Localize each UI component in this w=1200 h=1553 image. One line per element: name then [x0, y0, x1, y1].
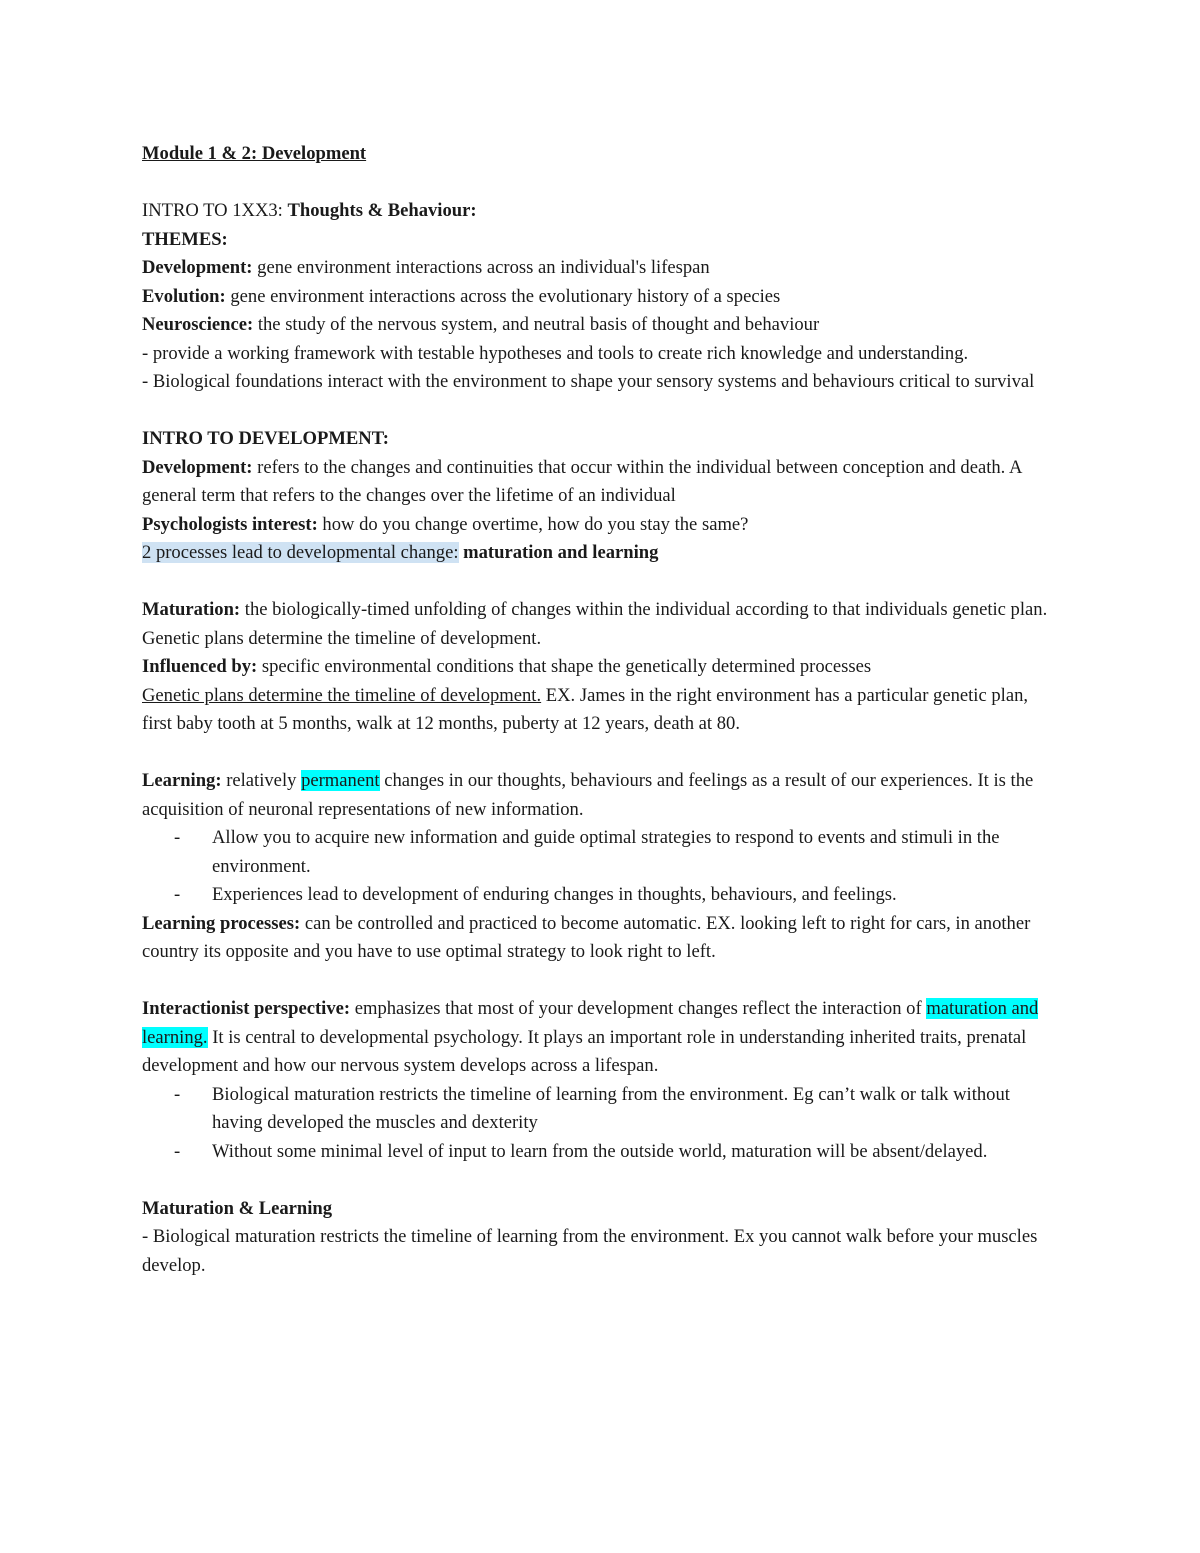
interactionist-definition: Interactionist perspective: emphasizes that most of your development changes reflect the interaction of maturation and learning. It is central to developmental psychology. It plays an important role in understanding inherited traits, prenatal development and how our nervous system develops across a lifespan. [142, 998, 1039, 1076]
themes-point-2: - Biological foundations interact with the environment to shape your sensory systems and behaviours critical to survival [142, 371, 1035, 392]
page-title: Module 1 & 2: Development [142, 143, 367, 164]
theme-evolution: Evolution: gene environment interactions across the evolutionary history of a species [142, 285, 781, 307]
maturation-example: Genetic plans determine the timeline of development. EX. James in the right environment has a particular genetic plan, first baby tooth at 5 months, walk at 12 months, puberty at 12 years, death at 80. [142, 684, 1029, 734]
themes-heading: THEMES: [142, 228, 228, 250]
interactionist-bullets [142, 1081, 1062, 1167]
learning-processes: Learning processes: can be controlled and practiced to become automatic. EX. looking left to right for cars, in another country its opposite and you have to use optimal strategy to look right to left. [142, 912, 1031, 962]
list-item: - Biological maturation restricts the timeline of learning from the environment. Eg can’t walk or talk without having developed the muscles and dexterity [142, 1081, 1062, 1138]
theme-development: Development: gene environment interactions across an individual's lifespan [142, 257, 710, 278]
intro-dev-heading: INTRO TO DEVELOPMENT: [142, 428, 389, 449]
intro-line: INTRO TO 1XX3: Thoughts & Behaviour: [142, 200, 477, 221]
maturation-definition: Maturation: the biologically-timed unfolding of changes within the individual according to that individuals genetic plan. Genetic plans determine the timeline of development. [142, 599, 1048, 649]
psych-interest: Psychologists interest: how do you change overtime, how do you stay the same? [142, 513, 749, 535]
theme-neuroscience: Neuroscience: the study of the nervous system, and neutral basis of thought and behaviour [142, 314, 820, 335]
two-processes: 2 processes lead to developmental change: maturation and learning [142, 542, 659, 563]
dev-definition: Development: refers to the changes and continuities that occur within the individual between conception and death. A general term that refers to the changes over the lifetime of an individual [142, 456, 1022, 506]
list-item: - Without some minimal level of input to learn from the outside world, maturation will be absent/delayed. [142, 1138, 1062, 1167]
themes-point-1: - provide a working framework with testable hypotheses and tools to create rich knowledge and understanding. [142, 342, 969, 364]
mat-learn-heading: Maturation & Learning [142, 1197, 333, 1219]
list-item: - Experiences lead to development of enduring changes in thoughts, behaviours, and feelings. [142, 881, 1062, 910]
list-item: - Allow you to acquire new information and guide optimal strategies to respond to events and stimuli in the environment. [142, 824, 1062, 881]
learning-definition: Learning: relatively permanent changes in our thoughts, behaviours and feelings as a result of our experiences. It is the acquisition of neuronal representations of new information. [142, 770, 1034, 820]
document-page [142, 140, 1062, 1280]
influenced-by: Influenced by: specific environmental conditions that shape the genetically determined processes [142, 656, 872, 677]
mat-learn-text: - Biological maturation restricts the timeline of learning from the environment. Ex you cannot walk before your muscles develop. [142, 1226, 1038, 1276]
learning-bullets [142, 824, 1062, 910]
